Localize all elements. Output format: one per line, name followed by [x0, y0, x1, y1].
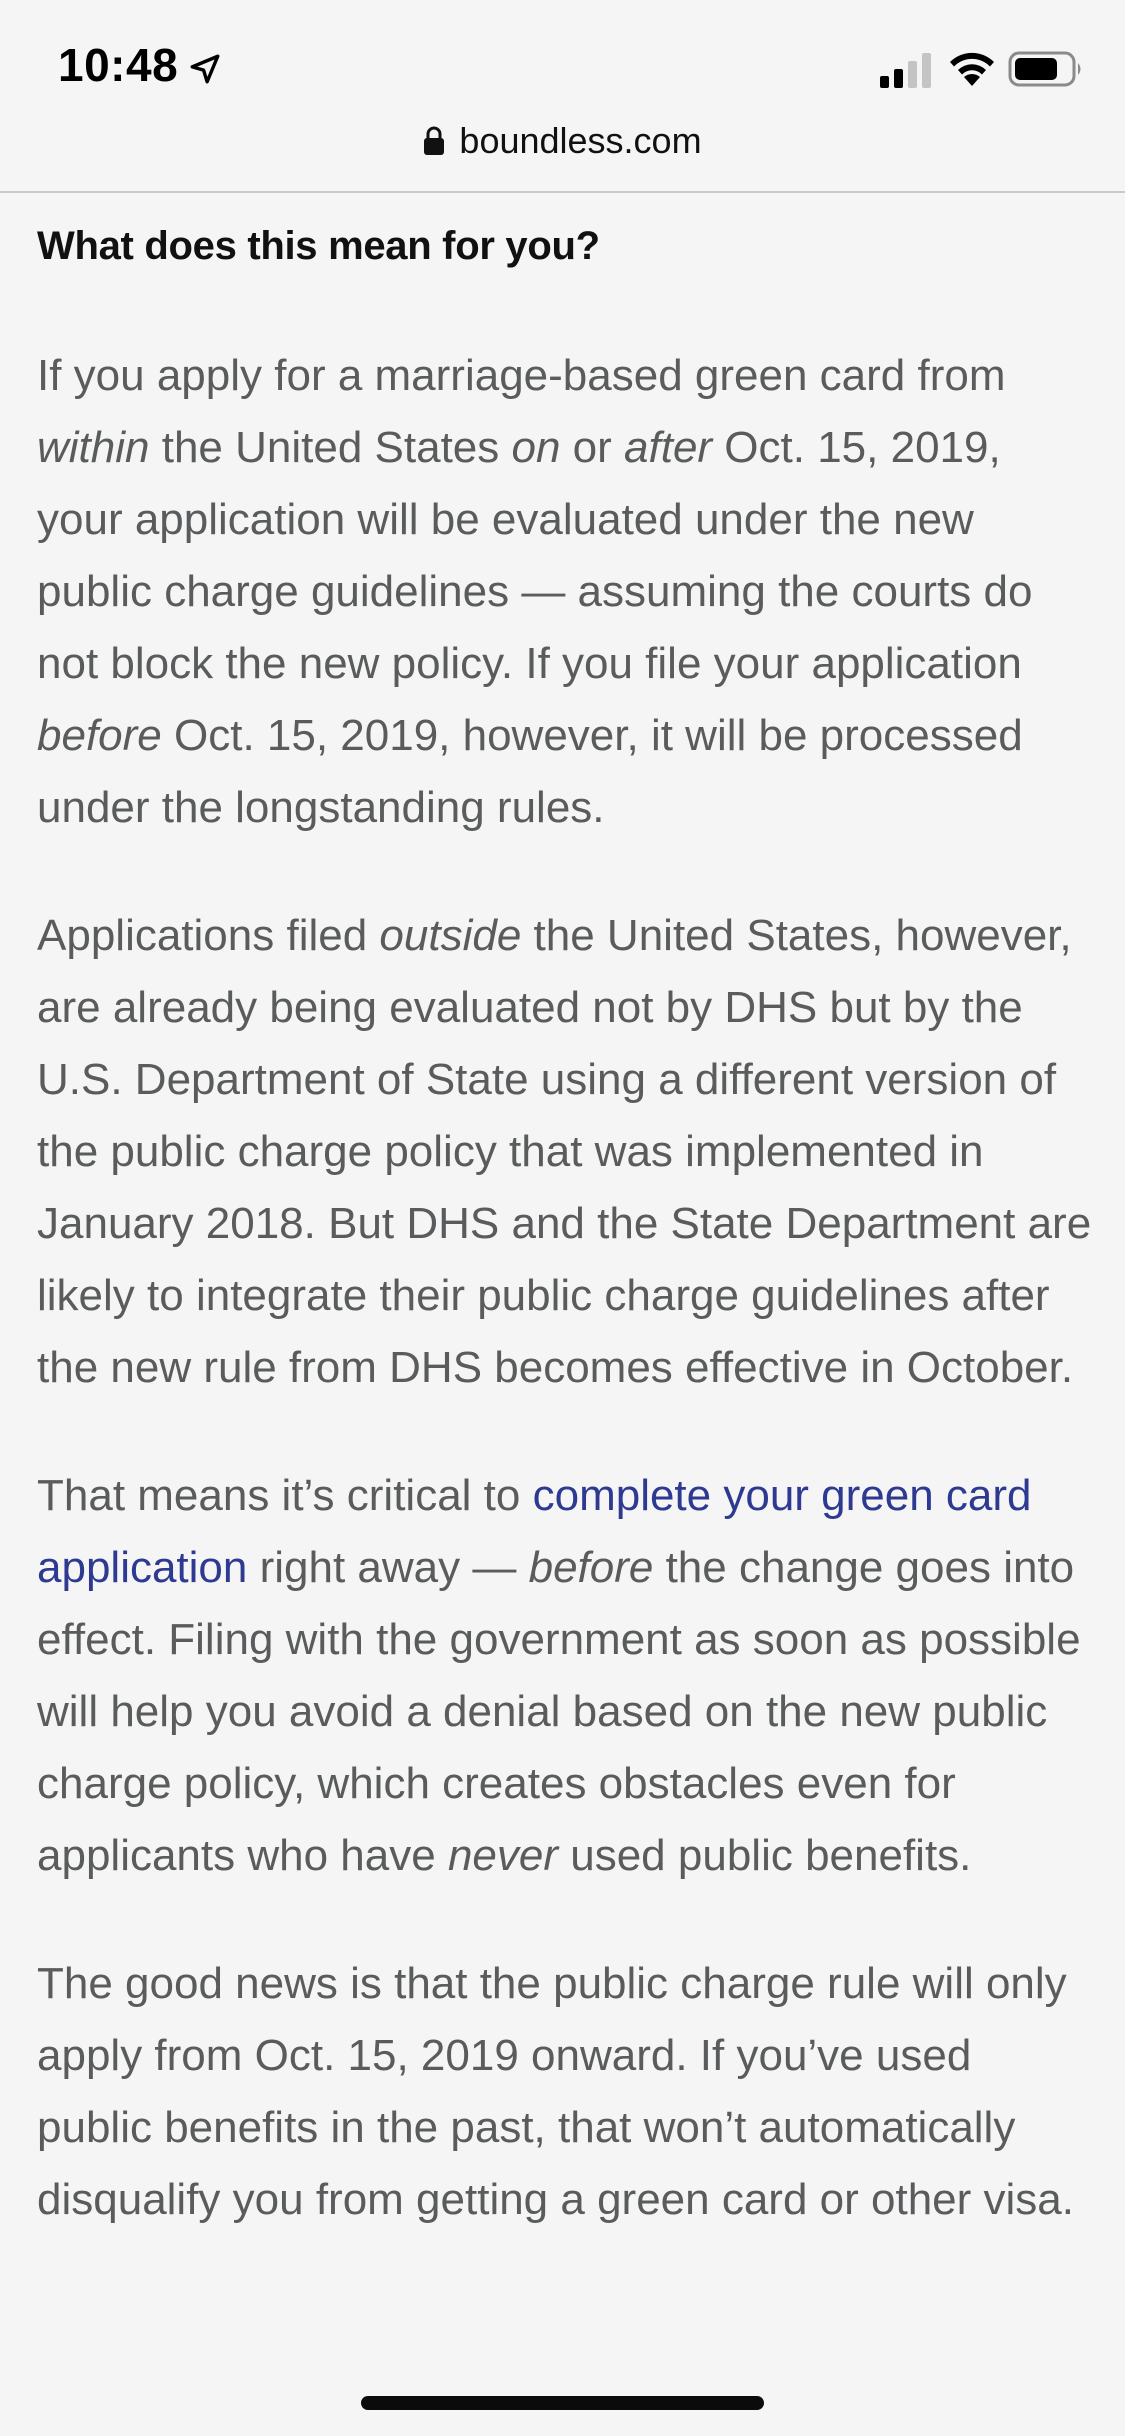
p1-text-1: If you apply for a marriage-based green card from — [37, 351, 1006, 400]
wifi-icon — [946, 48, 998, 88]
paragraph-2 — [37, 900, 1097, 1404]
green-card-application-link[interactable]: complete your green card application — [37, 1471, 1032, 1592]
p3-emphasis-never: never — [447, 1831, 559, 1880]
p3-text-2: right away — — [247, 1543, 529, 1592]
paragraph-4 — [37, 1948, 1097, 2236]
p1-emphasis-before: before — [37, 711, 162, 760]
p2-text-1: Applications filed — [37, 911, 380, 960]
battery-icon — [1008, 50, 1084, 88]
p2-text-2: the United States, however, are already being evaluated not by DHS but by the U.S. Department of State using a different version of the public charge policy that was implemented in January 2018. But DHS and the State Department are likely to integrate their public charge guidelines after the new rule from DHS becomes effective in October. — [37, 911, 1092, 1392]
url-text: boundless.com — [459, 120, 702, 161]
paragraph-1 — [37, 340, 1097, 844]
p3-emphasis-before: before — [528, 1543, 654, 1592]
p2-emphasis-outside: outside — [379, 911, 522, 960]
p1-emphasis-after: after — [624, 423, 713, 472]
p1-text-2: the United States — [149, 423, 512, 472]
p1-emphasis-on: on — [511, 423, 561, 472]
p3-text-1: That means it’s critical to — [37, 1471, 533, 1520]
address-bar[interactable] — [0, 110, 1125, 190]
p3-text-4: used public benefits. — [558, 1831, 972, 1880]
p1-text-3: or — [560, 423, 625, 472]
url-display[interactable] — [423, 120, 701, 162]
lock-icon — [423, 126, 445, 156]
home-indicator[interactable] — [361, 2396, 764, 2410]
p1-text-5: Oct. 15, 2019, however, it will be processed under the longstanding rules. — [37, 711, 1023, 832]
cellular-signal-icon — [878, 52, 936, 88]
p1-emphasis-within: within — [37, 423, 150, 472]
toolbar-divider — [0, 191, 1125, 193]
location-arrow-icon — [188, 52, 222, 86]
status-time: 10:48 — [58, 39, 179, 91]
section-heading: What does this mean for you? — [37, 224, 600, 268]
p3-text-3: the change goes into effect. Filing with the government as soon as possible will help you avoid a denial based on the new public charge policy, which creates obstacles even for applicants who have — [37, 1543, 1081, 1880]
p4-text-1: The good news is that the public charge rule will only apply from Oct. 15, 2019 onward. If you’ve used public benefits in the past, that won’t automatically disqualify you from getting a green card or other visa. — [37, 1959, 1074, 2224]
p1-text-4: Oct. 15, 2019, your application will be evaluated under the new public charge guidelines — assuming the courts do not block the new policy. If you file your application — [37, 423, 1033, 688]
paragraph-3 — [37, 1460, 1097, 1892]
article-content — [37, 210, 1097, 2236]
